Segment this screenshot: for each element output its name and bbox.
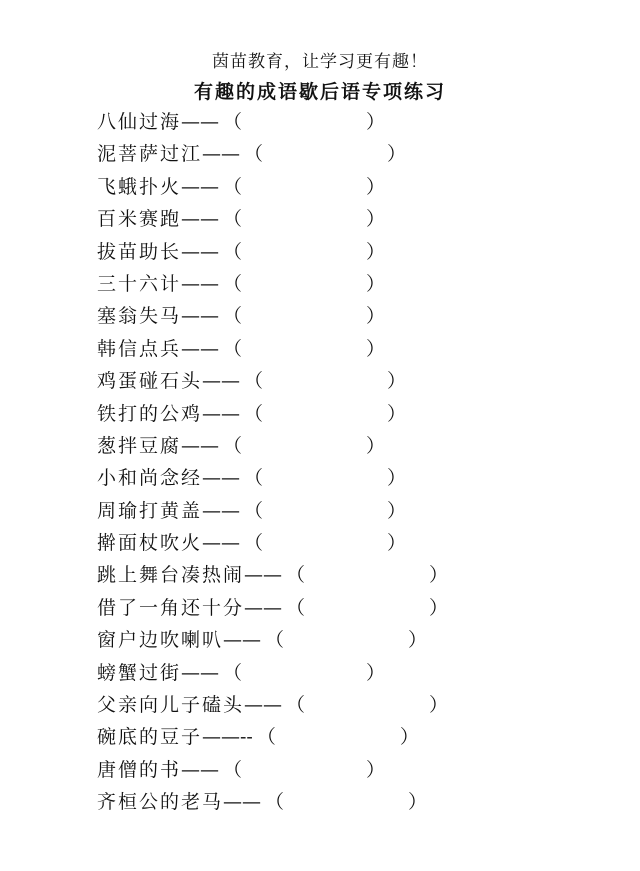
exercise-item [97, 171, 537, 203]
exercise-item [97, 527, 537, 559]
exercise-item [97, 203, 537, 235]
exercise-phrase: 螃蟹过街 [97, 661, 182, 684]
exercise-phrase: 跳上舞台凑热闹 [97, 564, 245, 587]
exercise-item [97, 559, 537, 591]
exercise-phrase: 八仙过海 [97, 111, 182, 133]
answer-paren-close: ） [366, 175, 386, 198]
exercise-phrase: 小和尚念经 [97, 467, 203, 490]
exercise-dash: —— [223, 791, 262, 814]
exercise-item [97, 333, 537, 365]
exercise-dash: —— [244, 694, 283, 717]
answer-paren-open: （ [223, 175, 243, 198]
exercise-item [97, 657, 537, 689]
exercise-dash: —— [181, 240, 220, 263]
exercise-phrase: 借了一角还十分 [97, 596, 245, 619]
answer-paren-close: ） [387, 499, 407, 522]
answer-paren-open: （ [223, 305, 243, 328]
exercise-dash: —— [181, 208, 220, 231]
exercise-item [97, 300, 537, 332]
answer-paren-close: ） [366, 305, 386, 328]
answer-paren-close: ） [429, 564, 449, 587]
answer-paren-open: （ [223, 434, 243, 457]
exercise-phrase: 碗底的豆子 [97, 726, 203, 749]
exercise-phrase: 唐僧的书 [97, 758, 182, 781]
exercise-dash: —— [223, 629, 262, 652]
exercise-item [97, 495, 537, 527]
answer-paren-close: ） [408, 791, 428, 814]
answer-paren-close: ） [366, 272, 386, 295]
answer-paren-close: ） [387, 532, 407, 555]
answer-paren-close: ） [429, 694, 449, 717]
exercise-item [97, 592, 537, 624]
exercise-phrase: 窗户边吹喇叭 [97, 629, 224, 652]
exercise-phrase: 塞翁失马 [97, 305, 182, 328]
exercise-item [97, 106, 537, 138]
exercise-dash: —— [181, 661, 220, 684]
answer-paren-close: ） [387, 402, 407, 425]
exercise-phrase: 泥菩萨过江 [97, 143, 203, 166]
exercise-dash: —— [181, 175, 220, 198]
exercise-list [97, 106, 537, 819]
answer-paren-open: （ [256, 726, 276, 749]
page-header: 茵苗教育，让学习更有趣！ [212, 52, 428, 72]
answer-paren-open: （ [265, 629, 285, 652]
exercise-dash: —— [244, 596, 283, 619]
exercise-phrase: 擀面杖吹火 [97, 532, 203, 555]
answer-paren-close: ） [387, 467, 407, 490]
exercise-item [97, 624, 537, 656]
answer-paren-open: （ [286, 564, 306, 587]
answer-paren-close: ） [399, 726, 419, 749]
answer-paren-open: （ [244, 370, 264, 393]
exercise-dash: —— [202, 143, 241, 166]
answer-paren-close: ） [366, 111, 386, 133]
exercise-item [97, 138, 537, 170]
exercise-item [97, 236, 537, 268]
exercise-item [97, 430, 537, 462]
answer-paren-close: ） [366, 434, 386, 457]
answer-paren-open: （ [286, 596, 306, 619]
exercise-phrase: 韩信点兵 [97, 337, 182, 360]
answer-paren-close: ） [366, 337, 386, 360]
answer-paren-open: （ [223, 208, 243, 231]
answer-paren-open: （ [223, 240, 243, 263]
exercise-phrase: 父亲向儿子磕头 [97, 694, 245, 717]
exercise-phrase: 鸡蛋碰石头 [97, 370, 203, 393]
answer-paren-open: （ [223, 337, 243, 360]
exercise-dash: —— [181, 758, 220, 781]
answer-paren-close: ） [429, 596, 449, 619]
exercise-phrase: 周瑜打黄盖 [97, 499, 203, 522]
answer-paren-open: （ [244, 499, 264, 522]
exercise-item [97, 689, 537, 721]
exercise-item [97, 721, 537, 753]
exercise-dash: —— [202, 499, 241, 522]
answer-paren-close: ） [366, 208, 386, 231]
exercise-phrase: 拔苗助长 [97, 240, 182, 263]
exercise-item [97, 754, 537, 786]
exercise-dash: ——-- [202, 726, 253, 749]
exercise-dash: —— [202, 370, 241, 393]
exercise-phrase: 飞蛾扑火 [97, 175, 182, 198]
exercise-item [97, 365, 537, 397]
exercise-dash: —— [202, 532, 241, 555]
answer-paren-close: ） [366, 758, 386, 781]
exercise-phrase: 三十六计 [97, 272, 182, 295]
answer-paren-open: （ [244, 402, 264, 425]
answer-paren-open: （ [244, 467, 264, 490]
exercise-dash: —— [202, 402, 241, 425]
exercise-phrase: 齐桓公的老马 [97, 791, 224, 814]
exercise-dash: —— [181, 434, 220, 457]
exercise-item [97, 268, 537, 300]
exercise-phrase: 铁打的公鸡 [97, 402, 203, 425]
answer-paren-open: （ [265, 791, 285, 814]
exercise-phrase: 百米赛跑 [97, 208, 182, 231]
answer-paren-close: ） [366, 661, 386, 684]
answer-paren-open: （ [286, 694, 306, 717]
answer-paren-open: （ [223, 661, 243, 684]
answer-paren-close: ） [387, 143, 407, 166]
answer-paren-open: （ [244, 532, 264, 555]
answer-paren-close: ） [366, 240, 386, 263]
answer-paren-close: ） [408, 629, 428, 652]
exercise-dash: —— [181, 111, 220, 133]
answer-paren-close: ） [387, 370, 407, 393]
answer-paren-open: （ [223, 758, 243, 781]
answer-paren-open: （ [244, 143, 264, 166]
exercise-dash: —— [181, 337, 220, 360]
exercise-dash: —— [244, 564, 283, 587]
exercise-dash: —— [181, 305, 220, 328]
exercise-phrase: 葱拌豆腐 [97, 434, 182, 457]
page-title: 有趣的成语歇后语专项练习 [193, 81, 446, 103]
exercise-dash: —— [181, 272, 220, 295]
answer-paren-open: （ [223, 111, 243, 133]
answer-paren-open: （ [223, 272, 243, 295]
exercise-item [97, 786, 537, 818]
exercise-item [97, 398, 537, 430]
exercise-dash: —— [202, 467, 241, 490]
exercise-item [97, 462, 537, 494]
